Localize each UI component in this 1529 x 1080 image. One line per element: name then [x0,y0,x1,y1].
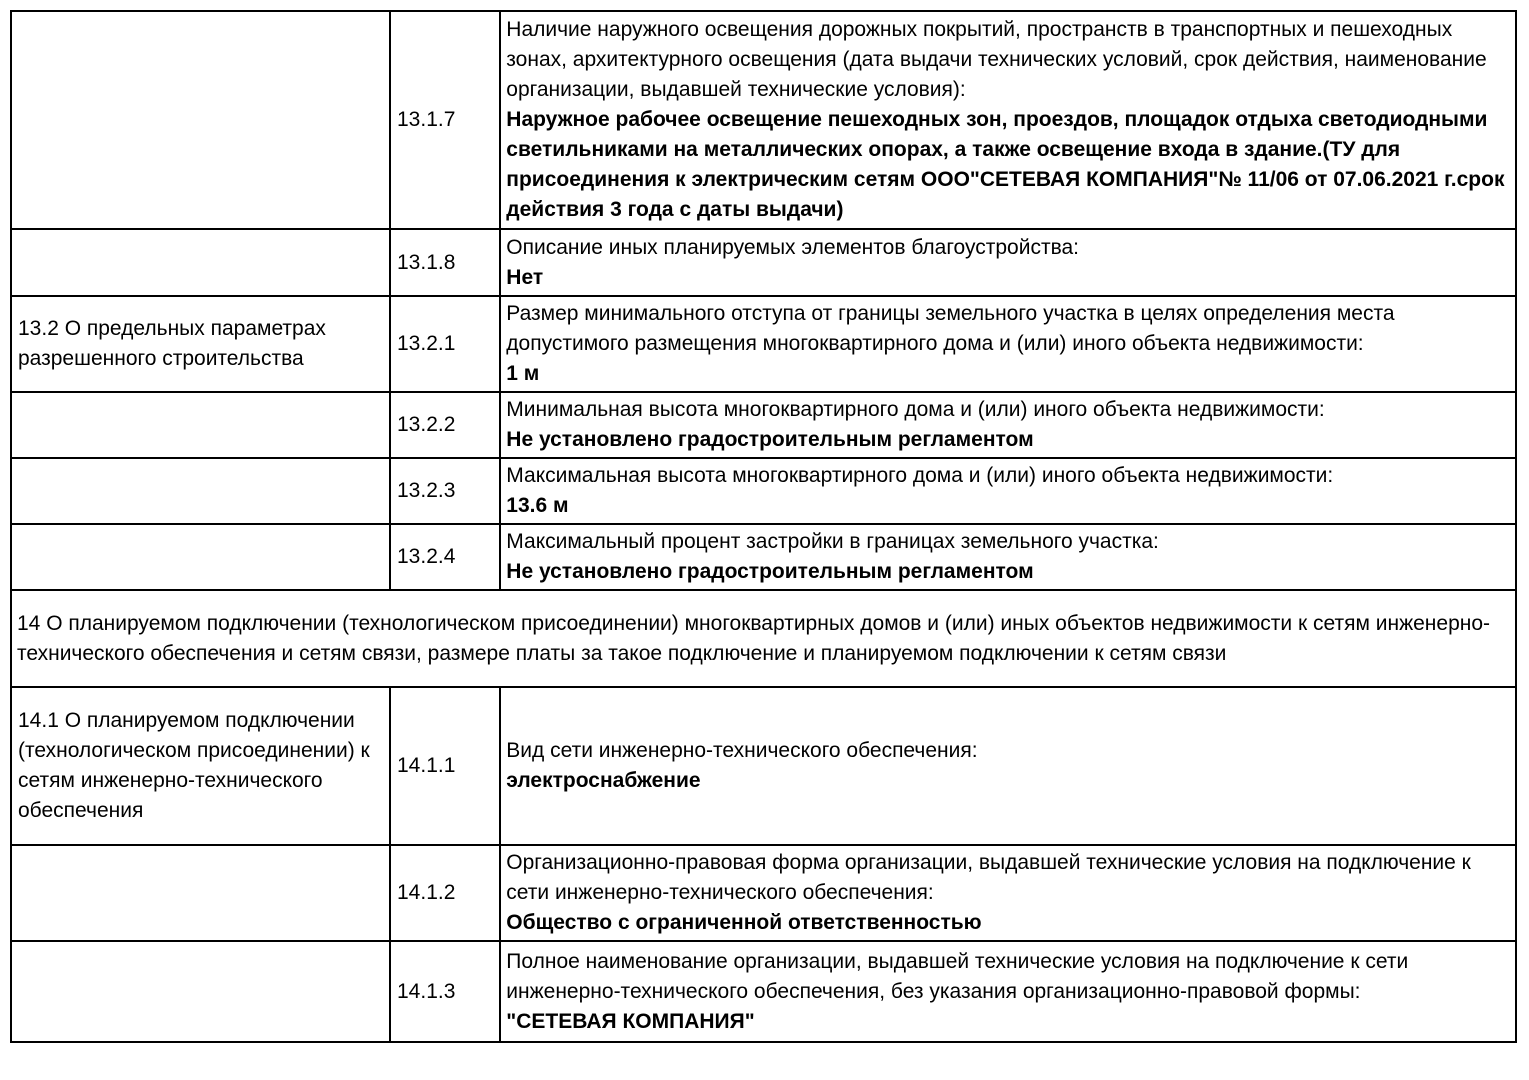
answer-text: Не установлено градостроительным регламентом [506,560,1034,583]
answer-text: электроснабжение [506,769,701,792]
item-number: 13.2.3 [397,479,456,502]
table-row [11,524,1516,590]
item-number: 14.1.3 [397,979,456,1003]
question-text: Организационно-правовая форма организации, выдавшей технические условия на подключение к сети инженерно-технического обеспечения: [506,851,1471,904]
table-row [11,11,1516,229]
answer-text: Общество с ограниченной ответственностью [506,911,982,934]
content-cell [500,524,1516,590]
item-number-cell [390,941,500,1042]
section-label: 14.1 О планируемом подключении (технологическом присоединении) к сетям инженерно-технического обеспечения [18,709,370,822]
answer-text: Наружное рабочее освещение пешеходных зон, проездов, площадок отдыха светодиодными светильниками на металлических опорах, а также освещение входа в здание.(ТУ для присоединения к электрическим сетям ООО"СЕТЕВАЯ КОМПАНИЯ"№ 11/06 от 07.06.2021 г.срок действия 3 года с даты выдачи) [506,108,1505,221]
item-number: 14.1.2 [397,881,456,904]
section-cell [11,687,390,845]
content-cell [500,458,1516,524]
item-number-cell [390,229,500,296]
table-row [11,296,1516,392]
section-cell [11,11,390,229]
content-cell [500,845,1516,941]
item-number-cell [390,687,500,845]
table-row [11,458,1516,524]
item-number: 13.2.1 [397,332,456,355]
answer-text: 13.6 м [506,494,569,517]
answer-text: Нет [506,265,544,289]
item-number: 13.2.4 [397,545,456,568]
question-text: Минимальная высота многоквартирного дома и (или) иного объекта недвижимости: [506,398,1325,421]
answer-text: Не установлено градостроительным регламентом [506,428,1034,451]
section-cell [11,524,390,590]
content-cell [500,392,1516,458]
item-number: 14.1.1 [397,754,456,777]
question-text: Наличие наружного освещения дорожных покрытий, пространств в транспортных и пешеходных зонах, архитектурного освещения (дата выдачи технических условий, срок действия, наименование организации, выдавшей технические условия): [506,18,1487,101]
question-text: Максимальный процент застройки в границах земельного участка: [506,530,1159,553]
table-row [11,392,1516,458]
table-row [11,941,1516,1042]
item-number-cell [390,458,500,524]
content-cell [500,229,1516,296]
section-14-header: 14 О планируемом подключении (технологическом присоединении) многоквартирных домов и (или) иных объектов недвижимости к сетям инженерно-технического обеспечения и сетям связи, размере платы за такое подключение и планируемом подключении к сетям связи [11,590,1516,687]
section-cell [11,296,390,392]
content-cell [500,687,1516,845]
section-cell [11,458,390,524]
table-row [11,845,1516,941]
answer-text: "СЕТЕВАЯ КОМПАНИЯ" [506,1009,755,1033]
section-header-row [11,590,1516,687]
section-cell [11,845,390,941]
section-cell [11,392,390,458]
section-cell [11,229,390,296]
item-number: 13.1.7 [397,108,456,131]
item-number-cell [390,296,500,392]
item-number-cell [390,11,500,229]
content-cell [500,296,1516,392]
question-text: Описание иных планируемых элементов благоустройства: [506,235,1080,259]
item-number: 13.2.2 [397,413,456,436]
table-row [11,687,1516,845]
item-number: 13.1.8 [397,250,456,274]
item-number-cell [390,524,500,590]
question-text: Полное наименование организации, выдавшей технические условия на подключение к сети инженерно-технического обеспечения, без указания организационно-правовой формы: [506,949,1409,1003]
question-text: Размер минимального отступа от границы земельного участка в целях определения места допустимого размещения многоквартирного дома и (или) иного объекта недвижимости: [506,302,1395,355]
content-cell [500,11,1516,229]
declaration-table [10,10,1517,1043]
section-cell [11,941,390,1042]
question-text: Максимальная высота многоквартирного дома и (или) иного объекта недвижимости: [506,464,1334,487]
table-row [11,229,1516,296]
section-label: 13.2 О предельных параметрах разрешенного строительства [18,317,326,370]
answer-text: 1 м [506,362,540,385]
content-cell [500,941,1516,1042]
item-number-cell [390,392,500,458]
item-number-cell [390,845,500,941]
question-text: Вид сети инженерно-технического обеспечения: [506,739,978,762]
